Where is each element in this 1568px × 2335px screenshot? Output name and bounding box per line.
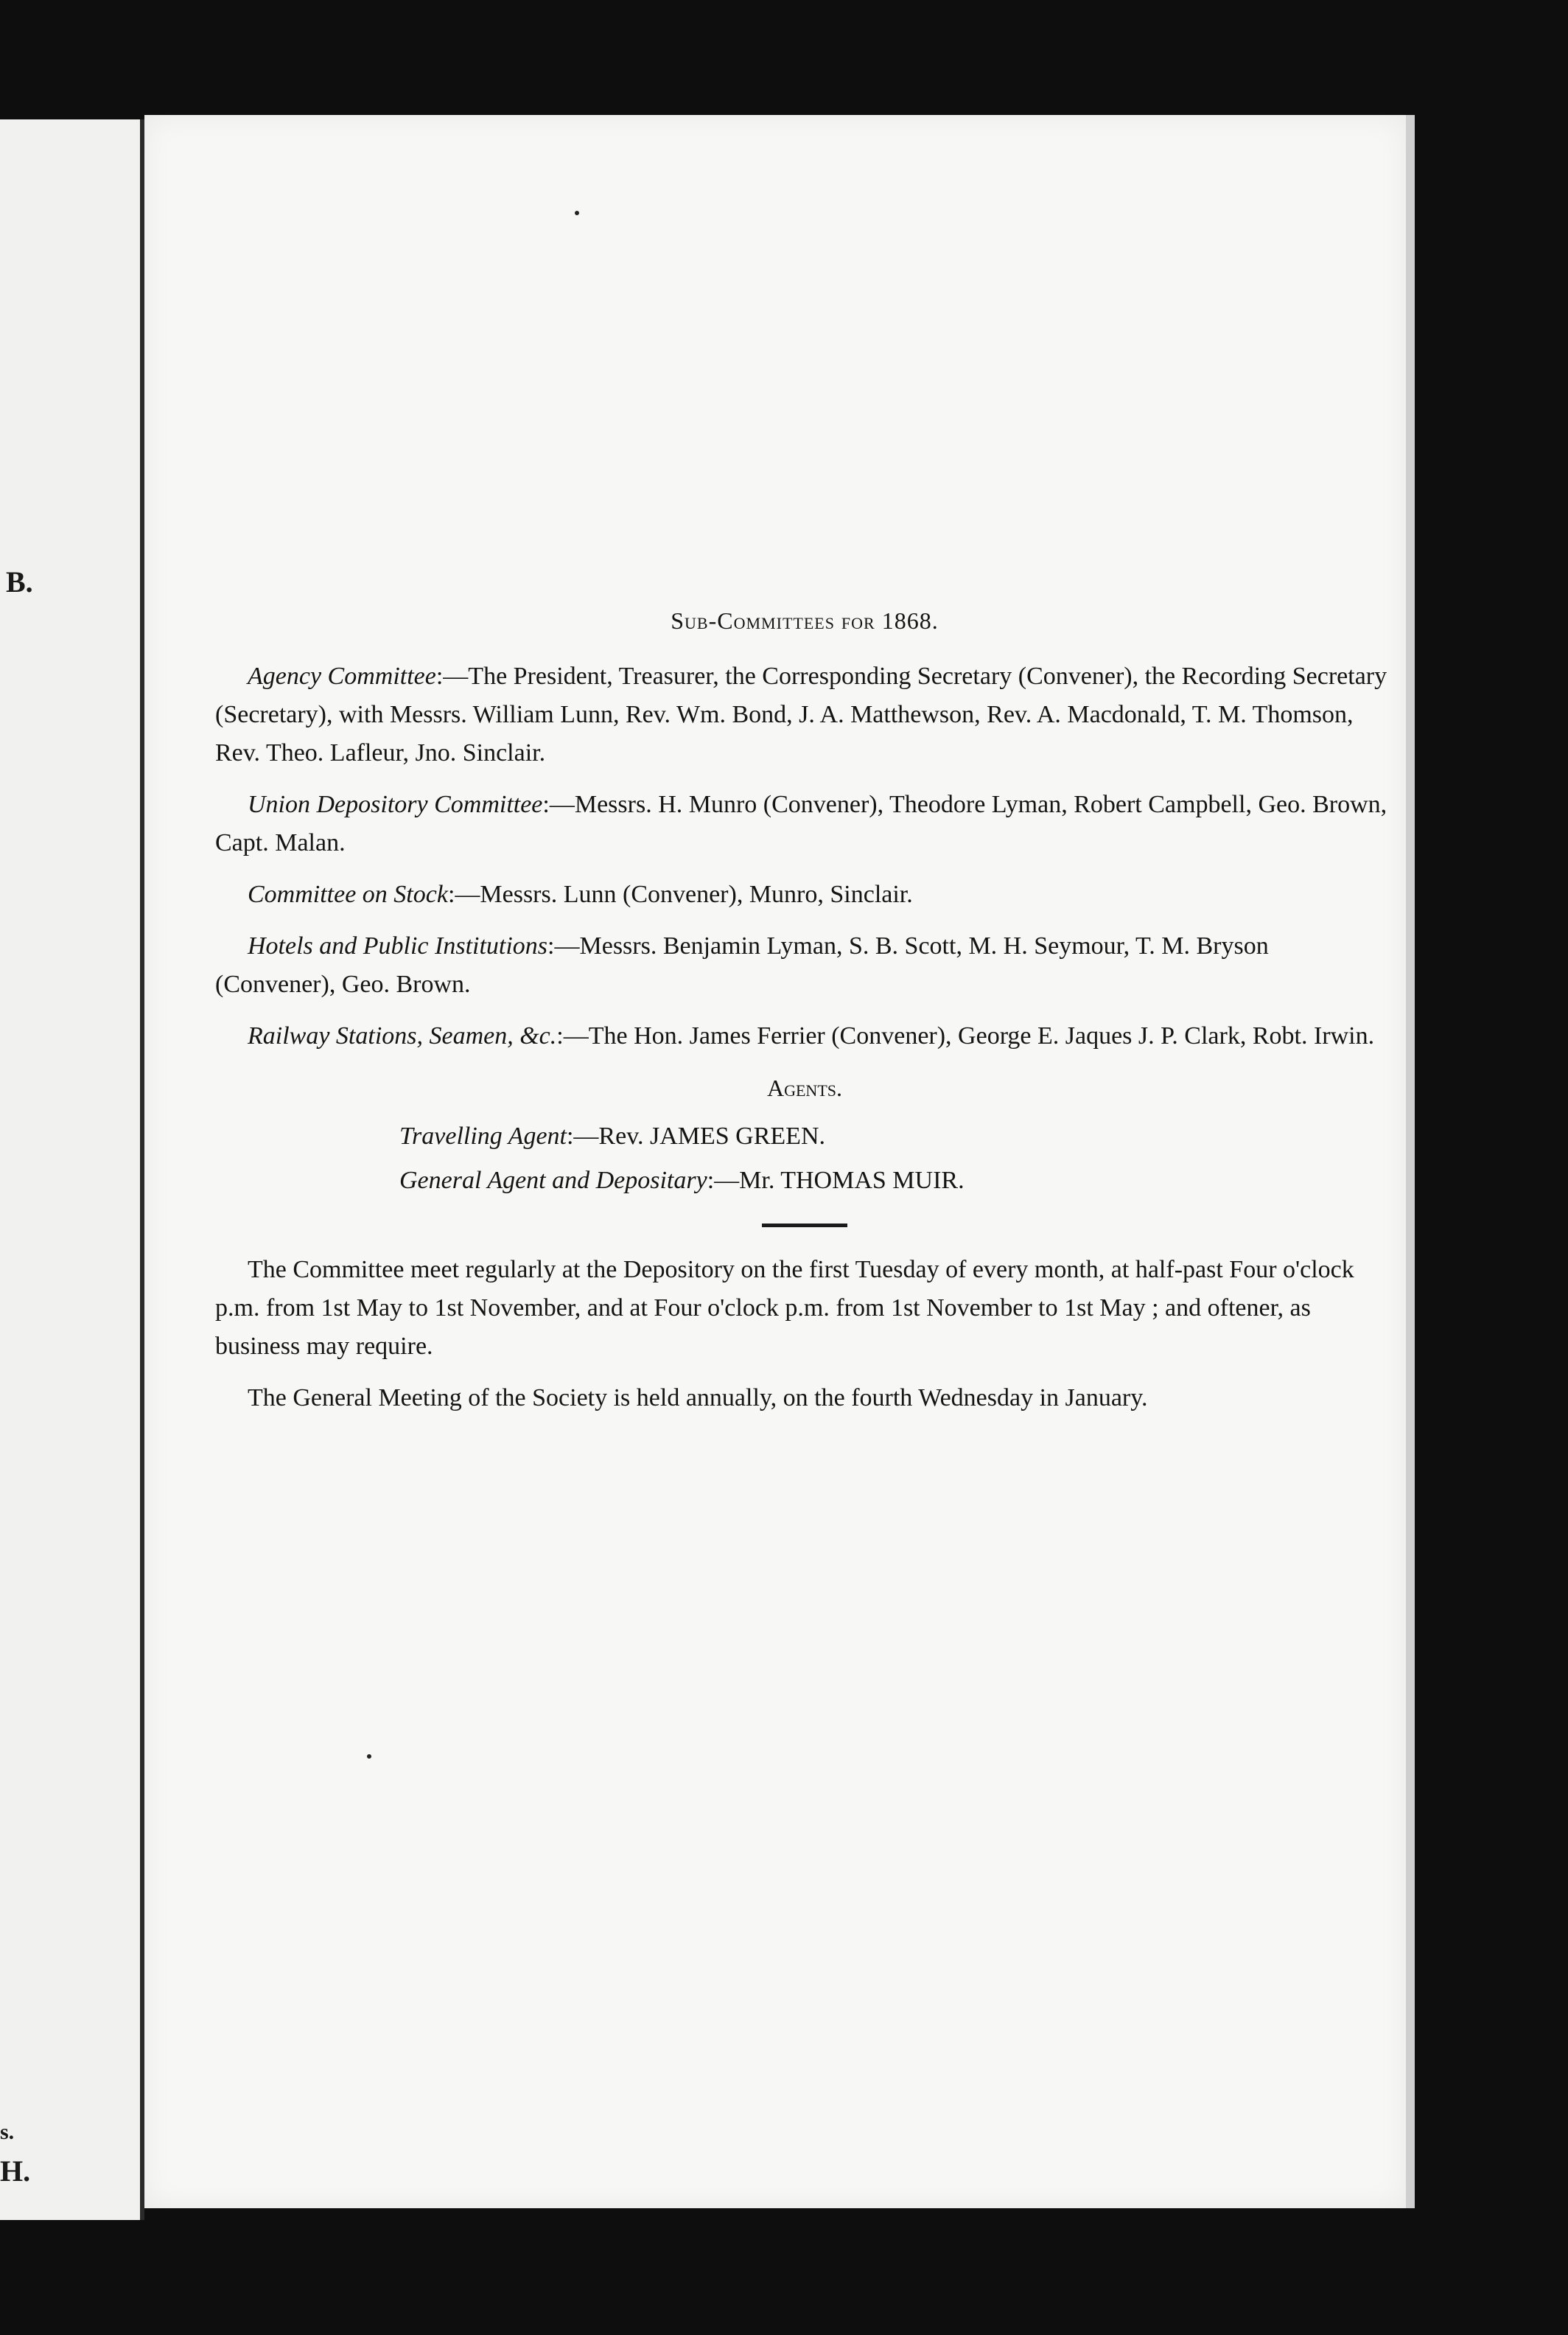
meeting-paragraph: The Committee meet regularly at the Depository on the first Tuesday of every month, at half-past Four o'clock p.m. from 1st May to 1st November, and at Four o'clock p.m. from 1st November to 1st May ; and oftener, as business may require.: [215, 1256, 1354, 1360]
subcommittees-heading: Sub-Committees for 1868.: [671, 607, 939, 634]
stock-committee-paragraph: [215, 876, 1394, 914]
general-agent-label: General Agent and Depositary: [399, 1167, 707, 1194]
general-agent-text: :—Mr. THOMAS MUIR.: [707, 1167, 965, 1194]
stock-committee-text: :—Messrs. Lunn (Convener), Munro, Sinclair.: [447, 881, 913, 908]
union-depository-paragraph: [215, 786, 1394, 862]
stock-committee-label: Committee on Stock: [248, 881, 448, 908]
railway-paragraph: [215, 1017, 1394, 1055]
union-depository-text: :—Messrs. H. Munro (Convener), Theodore Lyman, Robert Campbell, Geo. Brown, Capt. Malan.: [215, 791, 1387, 856]
left-fragment-b: B.: [6, 565, 33, 598]
agents-heading: Agents.: [767, 1075, 842, 1101]
speck: [367, 1754, 371, 1759]
agency-committee-label: Agency Committee: [248, 663, 436, 690]
hotels-label: Hotels and Public Institutions: [248, 932, 548, 960]
agency-committee-paragraph: [215, 657, 1394, 772]
left-page-edge: [0, 119, 144, 2220]
left-fragment-s: s.: [0, 2120, 15, 2144]
general-agent-line: [399, 1159, 1394, 1203]
union-depository-label: Union Depository Committee: [248, 791, 543, 818]
railway-text: :—The Hon. James Ferrier (Convener), George E. Jaques J. P. Clark, Robt. Irwin.: [556, 1022, 1375, 1050]
hotels-paragraph: [215, 927, 1394, 1004]
general-meeting-paragraph: The General Meeting of the Society is held annually, on the fourth Wednesday in January.: [248, 1384, 1148, 1411]
section-divider: [762, 1224, 847, 1227]
travelling-agent-line: [399, 1114, 1394, 1159]
document-page: [144, 115, 1415, 2208]
left-fragment-h: H.: [0, 2154, 31, 2188]
hotels-text: :—Messrs. Benjamin Lyman, S. B. Scott, M. H. Seymour, T. M. Bryson (Convener), Geo. Brown.: [215, 932, 1269, 998]
travelling-agent-text: :—Rev. JAMES GREEN.: [566, 1123, 826, 1150]
speck: [575, 211, 579, 215]
agency-committee-text: :—The President, Treasurer, the Corresponding Secretary (Convener), the Recording Secretary (Secretary), with Messrs. William Lunn, Rev. Wm. Bond, J. A. Matthewson, Rev. A. Macdonald, T. M. Thomson, Rev. Theo. Lafleur, Jno. Sinclair.: [215, 663, 1387, 767]
travelling-agent-label: Travelling Agent: [399, 1123, 567, 1150]
railway-label: Railway Stations, Seamen, &c.: [248, 1022, 557, 1050]
page-content: [215, 601, 1394, 1431]
